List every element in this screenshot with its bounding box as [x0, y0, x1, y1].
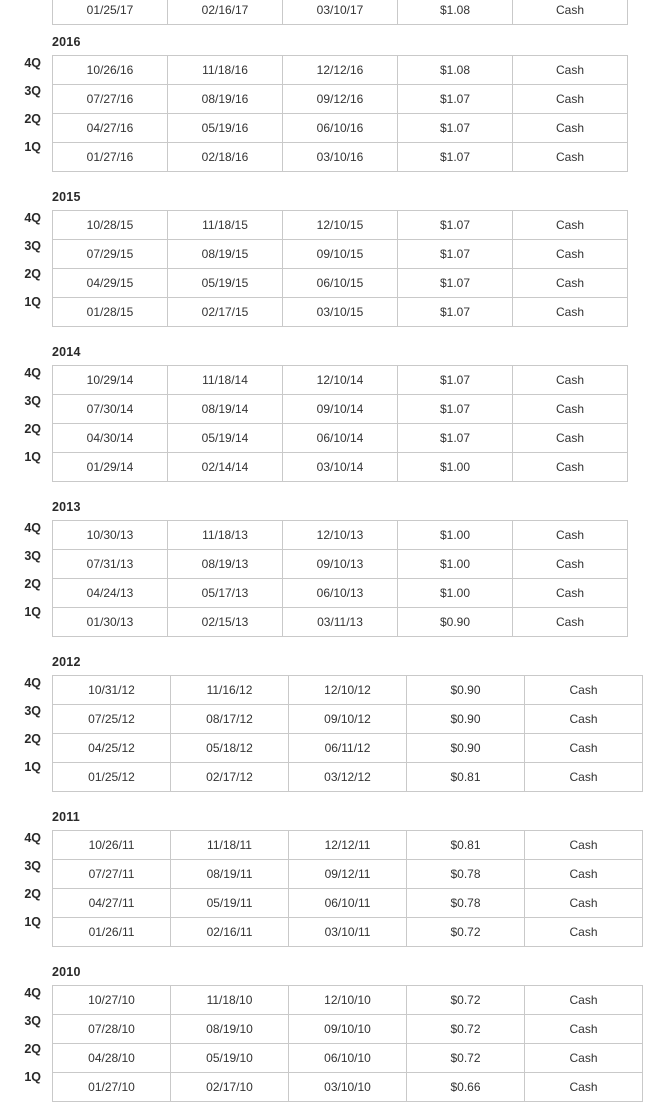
- table-row: [53, 269, 628, 298]
- table-row: [53, 395, 628, 424]
- record-date-cell: 02/16/17: [168, 0, 283, 25]
- declared-date-cell: 10/30/13: [53, 521, 168, 550]
- table-row: [53, 763, 643, 792]
- payable-date-cell: 09/10/10: [289, 1015, 407, 1044]
- declared-date-cell: 07/30/14: [53, 395, 168, 424]
- record-date-cell: 05/19/10: [171, 1044, 289, 1073]
- dividend-table-2017-partial: [52, 0, 628, 25]
- declared-date-cell: 07/29/15: [53, 240, 168, 269]
- quarter-label: 2Q: [24, 422, 41, 436]
- quarter-label: 3Q: [24, 1014, 41, 1028]
- type-cell: Cash: [525, 918, 643, 947]
- quarter-label: 2Q: [24, 267, 41, 281]
- quarter-label: 1Q: [24, 295, 41, 309]
- payable-date-cell: 03/10/11: [289, 918, 407, 947]
- year-section: [0, 35, 670, 190]
- declared-date-cell: 10/29/14: [53, 366, 168, 395]
- declared-date-cell: 01/25/17: [53, 0, 168, 25]
- declared-date-cell: 10/31/12: [53, 676, 171, 705]
- declared-date-cell: 07/27/16: [53, 85, 168, 114]
- record-date-cell: 08/19/11: [171, 860, 289, 889]
- payable-date-cell: 06/10/13: [283, 579, 398, 608]
- declared-date-cell: 10/27/10: [53, 986, 171, 1015]
- amount-cell: $1.07: [398, 240, 513, 269]
- dividend-table: [52, 985, 643, 1102]
- payable-date-cell: 03/10/10: [289, 1073, 407, 1102]
- table-row: [53, 1015, 643, 1044]
- table-row: [53, 705, 643, 734]
- table-row: [53, 143, 628, 172]
- quarter-label: 2Q: [24, 577, 41, 591]
- payable-date-cell: 03/10/15: [283, 298, 398, 327]
- payable-date-cell: 06/10/10: [289, 1044, 407, 1073]
- quarter-label: 3Q: [24, 84, 41, 98]
- record-date-cell: 11/18/14: [168, 366, 283, 395]
- payable-date-cell: 06/10/11: [289, 889, 407, 918]
- payable-date-cell: 12/10/13: [283, 521, 398, 550]
- declared-date-cell: 04/27/11: [53, 889, 171, 918]
- type-cell: Cash: [513, 211, 628, 240]
- type-cell: Cash: [513, 143, 628, 172]
- table-row: [53, 889, 643, 918]
- type-cell: Cash: [513, 395, 628, 424]
- declared-date-cell: 04/30/14: [53, 424, 168, 453]
- payable-date-cell: 12/10/12: [289, 676, 407, 705]
- record-date-cell: 05/19/14: [168, 424, 283, 453]
- declared-date-cell: 04/27/16: [53, 114, 168, 143]
- type-cell: Cash: [513, 298, 628, 327]
- declared-date-cell: 04/28/10: [53, 1044, 171, 1073]
- table-row: [53, 550, 628, 579]
- payable-date-cell: 03/11/13: [283, 608, 398, 637]
- amount-cell: $1.00: [398, 550, 513, 579]
- record-date-cell: 11/18/16: [168, 56, 283, 85]
- record-date-cell: 08/17/12: [171, 705, 289, 734]
- table-row: [53, 453, 628, 482]
- amount-cell: $1.07: [398, 211, 513, 240]
- amount-cell: $0.72: [407, 986, 525, 1015]
- quarter-label: 3Q: [24, 239, 41, 253]
- dividend-table: [52, 210, 628, 327]
- amount-cell: $1.07: [398, 143, 513, 172]
- amount-cell: $0.90: [407, 676, 525, 705]
- record-date-cell: 08/19/16: [168, 85, 283, 114]
- record-date-cell: 05/18/12: [171, 734, 289, 763]
- declared-date-cell: 01/29/14: [53, 453, 168, 482]
- record-date-cell: 11/18/10: [171, 986, 289, 1015]
- quarter-label: 3Q: [24, 704, 41, 718]
- payable-date-cell: 09/10/12: [289, 705, 407, 734]
- type-cell: Cash: [513, 550, 628, 579]
- amount-cell: $1.07: [398, 85, 513, 114]
- year-section: [0, 345, 670, 500]
- year-heading: 2016: [52, 35, 81, 49]
- type-cell: Cash: [525, 860, 643, 889]
- quarter-label: 4Q: [24, 831, 41, 845]
- type-cell: Cash: [525, 676, 643, 705]
- quarter-label: 1Q: [24, 140, 41, 154]
- table-row: [53, 521, 628, 550]
- quarter-label: 4Q: [24, 56, 41, 70]
- table-row: [53, 1073, 643, 1102]
- quarter-label: 1Q: [24, 605, 41, 619]
- quarter-label: 4Q: [24, 521, 41, 535]
- quarter-labels: [0, 985, 41, 1097]
- type-cell: Cash: [513, 424, 628, 453]
- amount-cell: $1.07: [398, 395, 513, 424]
- type-cell: Cash: [513, 453, 628, 482]
- record-date-cell: 05/19/15: [168, 269, 283, 298]
- amount-cell: $0.90: [398, 608, 513, 637]
- payable-date-cell: 09/10/14: [283, 395, 398, 424]
- declared-date-cell: 07/25/12: [53, 705, 171, 734]
- quarter-labels: [0, 210, 41, 322]
- table-row: [53, 1044, 643, 1073]
- record-date-cell: 02/17/10: [171, 1073, 289, 1102]
- payable-date-cell: 12/10/10: [289, 986, 407, 1015]
- quarter-labels: [0, 365, 41, 477]
- quarter-label: 1Q: [24, 915, 41, 929]
- quarter-label: 3Q: [24, 549, 41, 563]
- year-section: [0, 810, 670, 965]
- record-date-cell: 11/18/15: [168, 211, 283, 240]
- table-row: [53, 0, 628, 25]
- record-date-cell: 05/19/11: [171, 889, 289, 918]
- quarter-labels: [0, 830, 41, 942]
- type-cell: Cash: [513, 608, 628, 637]
- year-heading: 2011: [52, 810, 80, 824]
- record-date-cell: 08/19/10: [171, 1015, 289, 1044]
- amount-cell: $0.72: [407, 1015, 525, 1044]
- table-row: [53, 831, 643, 860]
- table-row: [53, 114, 628, 143]
- amount-cell: $0.66: [407, 1073, 525, 1102]
- dividend-table: [52, 55, 628, 172]
- amount-cell: $1.07: [398, 424, 513, 453]
- amount-cell: $1.08: [398, 0, 513, 25]
- declared-date-cell: 07/28/10: [53, 1015, 171, 1044]
- quarter-label: 1Q: [24, 450, 41, 464]
- record-date-cell: 02/17/12: [171, 763, 289, 792]
- record-date-cell: 11/16/12: [171, 676, 289, 705]
- declared-date-cell: 04/24/13: [53, 579, 168, 608]
- type-cell: Cash: [525, 1015, 643, 1044]
- payable-date-cell: 12/12/11: [289, 831, 407, 860]
- type-cell: Cash: [513, 56, 628, 85]
- quarter-labels: [0, 55, 41, 167]
- amount-cell: $0.81: [407, 831, 525, 860]
- payable-date-cell: 03/10/14: [283, 453, 398, 482]
- amount-cell: $0.78: [407, 889, 525, 918]
- type-cell: Cash: [525, 763, 643, 792]
- type-cell: Cash: [525, 734, 643, 763]
- payable-date-cell: 03/10/16: [283, 143, 398, 172]
- table-row: [53, 240, 628, 269]
- quarter-label: 2Q: [24, 112, 41, 126]
- dividend-table: [52, 675, 643, 792]
- quarter-label: 3Q: [24, 859, 41, 873]
- table-row: [53, 298, 628, 327]
- payable-date-cell: 09/10/13: [283, 550, 398, 579]
- year-section: [0, 500, 670, 655]
- quarter-label: 4Q: [24, 986, 41, 1000]
- payable-date-cell: 03/12/12: [289, 763, 407, 792]
- year-heading: 2012: [52, 655, 81, 669]
- year-heading: 2014: [52, 345, 81, 359]
- quarter-label: 4Q: [24, 366, 41, 380]
- type-cell: Cash: [513, 366, 628, 395]
- table-row: [53, 56, 628, 85]
- dividend-table: [52, 520, 628, 637]
- amount-cell: $1.08: [398, 56, 513, 85]
- amount-cell: $1.07: [398, 366, 513, 395]
- table-row: [53, 85, 628, 114]
- type-cell: Cash: [513, 0, 628, 25]
- type-cell: Cash: [525, 1073, 643, 1102]
- payable-date-cell: 03/10/17: [283, 0, 398, 25]
- amount-cell: $1.07: [398, 114, 513, 143]
- record-date-cell: 05/17/13: [168, 579, 283, 608]
- type-cell: Cash: [525, 986, 643, 1015]
- declared-date-cell: 01/27/16: [53, 143, 168, 172]
- declared-date-cell: 07/27/11: [53, 860, 171, 889]
- amount-cell: $1.00: [398, 579, 513, 608]
- record-date-cell: 02/17/15: [168, 298, 283, 327]
- type-cell: Cash: [525, 831, 643, 860]
- table-row: [53, 734, 643, 763]
- type-cell: Cash: [513, 579, 628, 608]
- year-section: [0, 655, 670, 810]
- amount-cell: $1.07: [398, 269, 513, 298]
- quarter-labels: [0, 520, 41, 632]
- record-date-cell: 08/19/15: [168, 240, 283, 269]
- type-cell: Cash: [525, 1044, 643, 1073]
- declared-date-cell: 10/28/15: [53, 211, 168, 240]
- declared-date-cell: 10/26/16: [53, 56, 168, 85]
- table-row: [53, 424, 628, 453]
- record-date-cell: 02/18/16: [168, 143, 283, 172]
- amount-cell: $0.90: [407, 734, 525, 763]
- amount-cell: $0.72: [407, 918, 525, 947]
- declared-date-cell: 01/26/11: [53, 918, 171, 947]
- declared-date-cell: 07/31/13: [53, 550, 168, 579]
- payable-date-cell: 09/12/16: [283, 85, 398, 114]
- quarter-label: 2Q: [24, 732, 41, 746]
- declared-date-cell: 01/27/10: [53, 1073, 171, 1102]
- amount-cell: $1.00: [398, 521, 513, 550]
- type-cell: Cash: [513, 269, 628, 298]
- table-row: [53, 608, 628, 637]
- table-row: [53, 986, 643, 1015]
- quarter-label: 1Q: [24, 1070, 41, 1084]
- payable-date-cell: 09/12/11: [289, 860, 407, 889]
- record-date-cell: 05/19/16: [168, 114, 283, 143]
- quarter-labels: [0, 675, 41, 787]
- year-section: [0, 190, 670, 345]
- quarter-label: 4Q: [24, 676, 41, 690]
- table-row: [53, 860, 643, 889]
- payable-date-cell: 12/10/14: [283, 366, 398, 395]
- amount-cell: $0.90: [407, 705, 525, 734]
- amount-cell: $0.81: [407, 763, 525, 792]
- amount-cell: $0.72: [407, 1044, 525, 1073]
- record-date-cell: 02/16/11: [171, 918, 289, 947]
- type-cell: Cash: [525, 705, 643, 734]
- payable-date-cell: 09/10/15: [283, 240, 398, 269]
- record-date-cell: 11/18/11: [171, 831, 289, 860]
- quarter-label: 4Q: [24, 211, 41, 225]
- table-row: [53, 579, 628, 608]
- type-cell: Cash: [525, 889, 643, 918]
- quarter-label: 2Q: [24, 1042, 41, 1056]
- dividend-table: [52, 830, 643, 947]
- declared-date-cell: 10/26/11: [53, 831, 171, 860]
- quarter-label: 2Q: [24, 887, 41, 901]
- year-heading: 2013: [52, 500, 81, 514]
- payable-date-cell: 12/12/16: [283, 56, 398, 85]
- table-row: [53, 366, 628, 395]
- amount-cell: $1.07: [398, 298, 513, 327]
- payable-date-cell: 06/11/12: [289, 734, 407, 763]
- table-row: [53, 918, 643, 947]
- type-cell: Cash: [513, 85, 628, 114]
- year-heading: 2010: [52, 965, 81, 979]
- table-row: [53, 676, 643, 705]
- record-date-cell: 02/14/14: [168, 453, 283, 482]
- type-cell: Cash: [513, 521, 628, 550]
- declared-date-cell: 01/28/15: [53, 298, 168, 327]
- dividend-table: [52, 365, 628, 482]
- amount-cell: $0.78: [407, 860, 525, 889]
- record-date-cell: 11/18/13: [168, 521, 283, 550]
- dividend-table: [52, 0, 628, 25]
- payable-date-cell: 12/10/15: [283, 211, 398, 240]
- table-row: [53, 211, 628, 240]
- payable-date-cell: 06/10/15: [283, 269, 398, 298]
- year-heading: 2015: [52, 190, 81, 204]
- payable-date-cell: 06/10/14: [283, 424, 398, 453]
- quarter-label: 1Q: [24, 760, 41, 774]
- declared-date-cell: 01/25/12: [53, 763, 171, 792]
- quarter-label: 3Q: [24, 394, 41, 408]
- declared-date-cell: 04/29/15: [53, 269, 168, 298]
- declared-date-cell: 01/30/13: [53, 608, 168, 637]
- type-cell: Cash: [513, 114, 628, 143]
- record-date-cell: 08/19/13: [168, 550, 283, 579]
- record-date-cell: 08/19/14: [168, 395, 283, 424]
- record-date-cell: 02/15/13: [168, 608, 283, 637]
- payable-date-cell: 06/10/16: [283, 114, 398, 143]
- year-section: [0, 965, 670, 1120]
- type-cell: Cash: [513, 240, 628, 269]
- amount-cell: $1.00: [398, 453, 513, 482]
- declared-date-cell: 04/25/12: [53, 734, 171, 763]
